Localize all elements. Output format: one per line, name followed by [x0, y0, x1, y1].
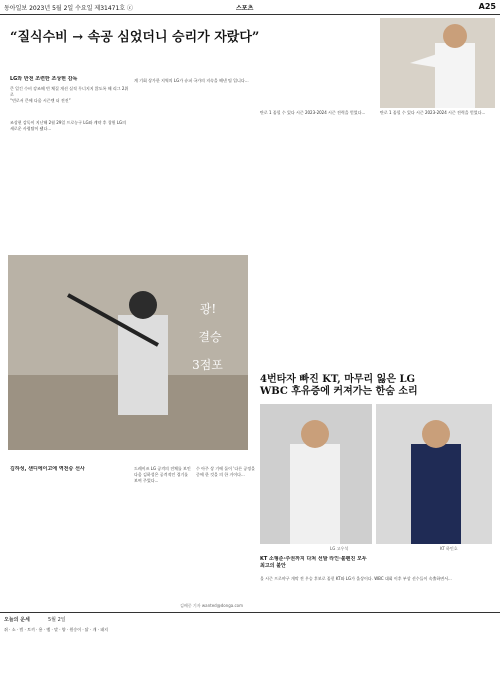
zodiac-1: 소 — [11, 627, 16, 632]
zodiac-6: 말 — [54, 627, 58, 632]
fortune-title: 오늘의 운세 — [4, 617, 30, 623]
coach-illustration — [380, 18, 495, 108]
zodiac-2: 범 — [19, 627, 24, 632]
fortune-section — [0, 612, 500, 691]
subsection-headline: 4번타자 빠진 KT, 마무리 잃은 LG WBC 후유증에 커져가는 한숨 소리 — [260, 374, 418, 397]
page-header — [0, 0, 500, 15]
bottom-left-headline: 김하성, 샌디에이고에 역전승 선사 — [10, 466, 85, 472]
page-number: A25 — [478, 2, 496, 11]
zodiac-8: 원숭이 — [69, 627, 82, 632]
column-2: 계 기회 상가한 지역의 LG가 슈퍼 국가의 지속을 해낸 팀 입니다... — [134, 78, 249, 83]
zodiac-10: 개 — [92, 627, 97, 632]
fortune-items: 쥐 · 소 · 범 · 토끼 · 용 · 뱀 · 말 · 양 · 원숭이 · 닭 · 개 · 돼지 — [4, 627, 109, 632]
kt-body: 올 시즌 프로야구 개막 전 우승 후보로 꼽힌 KT와 LG가 울상이다. WBC 대회 이후 부상 선수들이 속출하면서... — [260, 576, 452, 581]
fortune-date: 5월 2일 — [48, 617, 66, 623]
overlay-text-1: 광! — [199, 302, 217, 316]
baseball-photo — [8, 255, 248, 450]
bottom-column-2: 드레이즈 LG 공격의 전체를 보인 다음 김하성은 공격적인 경기를 보여 주었다... — [134, 466, 191, 483]
kt-player-photo-2 — [376, 404, 492, 544]
bottom-column-3: 수 아주 상 기에 돌이 '다른 공정을 중에 한 것을 의 한 거이다... — [196, 466, 255, 477]
kt-photo-caption-2: KT 하민호 — [440, 546, 458, 551]
kt-player-illustration-2 — [376, 404, 492, 544]
intro-text: 큰 일긴 수비 강조해 빈 체질 개선 실적 무너지지 않도록 해 리그 2위로 “빈로서 큰에 다음 시즌엔 더 전진” — [10, 86, 129, 103]
subhead: LG와 반전 조련한 조상현 감독 — [10, 76, 78, 82]
column-1: 조상현 감독이 지난해 2월 29일 프로농구 LG와 계약 후 창원 LG의 새로운 사령탑이 됐다... — [10, 120, 127, 131]
kt-player-photo-1 — [260, 404, 372, 544]
overlay-text-2: 결승 — [198, 330, 222, 344]
main-headline: “질식수비 → 속공 심었더니 승리가 자랐다” — [10, 30, 260, 45]
column-4: 탄로 1 꼽힐 수 있다 시즌 2023-2024 시즌 전력을 얻었다... — [380, 110, 486, 115]
zodiac-11: 돼지 — [100, 627, 109, 632]
zodiac-0: 쥐 — [4, 627, 8, 632]
zodiac-7: 양 — [61, 627, 66, 632]
zodiac-4: 용 — [38, 627, 43, 632]
kt-photo-caption-1: LG 고우석 — [330, 546, 349, 551]
zodiac-9: 닭 — [84, 627, 89, 632]
overlay-text-3: 3점포 — [192, 358, 223, 372]
zodiac-3: 토끼 — [27, 627, 35, 632]
column-3: 탄로 1 꼽힐 수 있다 시즌 2023-2024 시즌 전력을 얻었다... — [260, 110, 366, 115]
reporter-byline: 김배중 기자 wanted@donga.com — [180, 603, 244, 608]
zodiac-5: 뱀 — [46, 627, 51, 632]
kt-headline: KT 소형준·주권까지 다쳐 선발 라인·불펜진 모두 최고의 불안 — [260, 556, 367, 569]
kt-player-illustration-1 — [260, 404, 372, 544]
coach-photo — [380, 18, 495, 108]
header-date: 동아일보 2023년 5월 2일 수요일 제31471호 ⓒ — [4, 5, 133, 12]
section-name: 스포츠 — [236, 5, 254, 12]
baseball-illustration — [8, 255, 248, 450]
